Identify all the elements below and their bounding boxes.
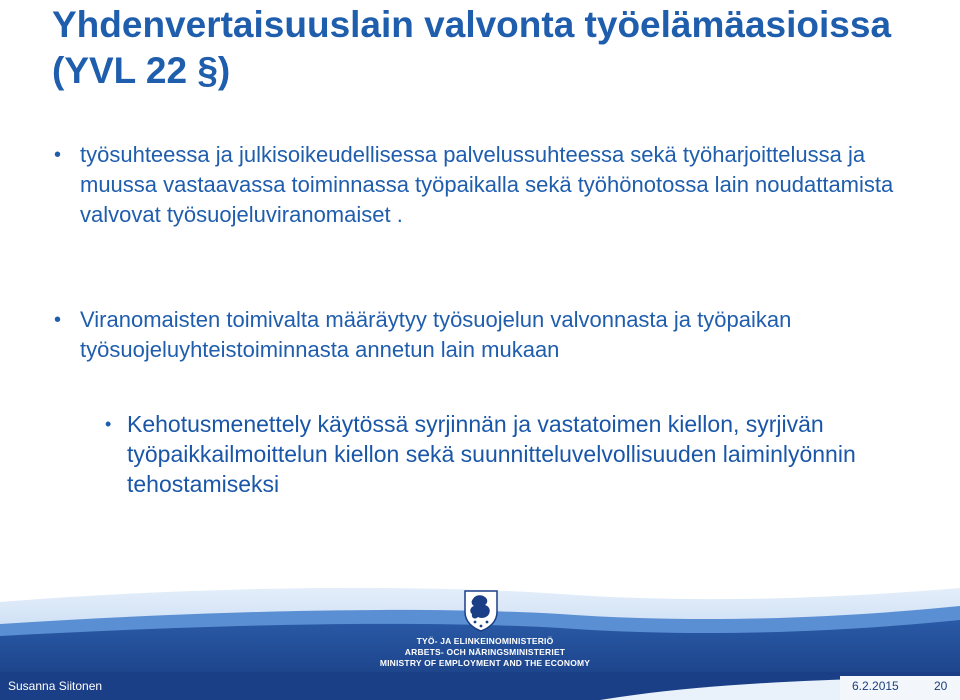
ministry-name-en: MINISTRY OF EMPLOYMENT AND THE ECONOMY: [379, 658, 591, 668]
bullet-item: [54, 140, 910, 230]
bullet-marker: •: [54, 309, 62, 331]
bullet-item: [54, 305, 910, 365]
ministry-logo-text: [300, 636, 670, 669]
slide-title: Yhdenvertaisuuslain valvonta työelämäasioissa (YVL 22 §): [52, 4, 892, 91]
bullet-text: Viranomaisten toimivalta määräytyy työsuojelun valvonnasta ja työpaikan työsuojeluyhteistoiminnasta annetun lain mukaan: [80, 307, 792, 362]
footer-author: Susanna Siitonen: [8, 679, 103, 693]
bullet-marker: •: [54, 144, 62, 166]
bullet-text: työsuhteessa ja julkisoikeudellisessa palvelussuhteessa sekä työharjoittelussa ja muussa vastaavassa toiminnassa työpaikalla sekä työhönotossa lain noudattamista valvovat työsuojeluviranomaiset .: [80, 142, 894, 227]
ministry-name-sv: ARBETS- OCH NÄRINGSMINISTERIET: [404, 647, 566, 657]
footer-date: 6.2.2015: [852, 679, 899, 693]
page-number: 20: [934, 679, 948, 693]
ministry-name-fi: TYÖ- JA ELINKEINOMINISTERIÖ: [416, 636, 554, 646]
bullet-text: Kehotusmenettely käytössä syrjinnän ja vastatoimen kiellon, syrjivän työpaikkailmoittelun kiellon sekä suunnitteluvelvollisuuden laiminlyönnin tehostamiseksi: [127, 411, 856, 497]
sub-bullet-item: [105, 409, 917, 499]
bullet-marker: •: [105, 414, 112, 434]
lion-crest-icon: [461, 588, 501, 632]
